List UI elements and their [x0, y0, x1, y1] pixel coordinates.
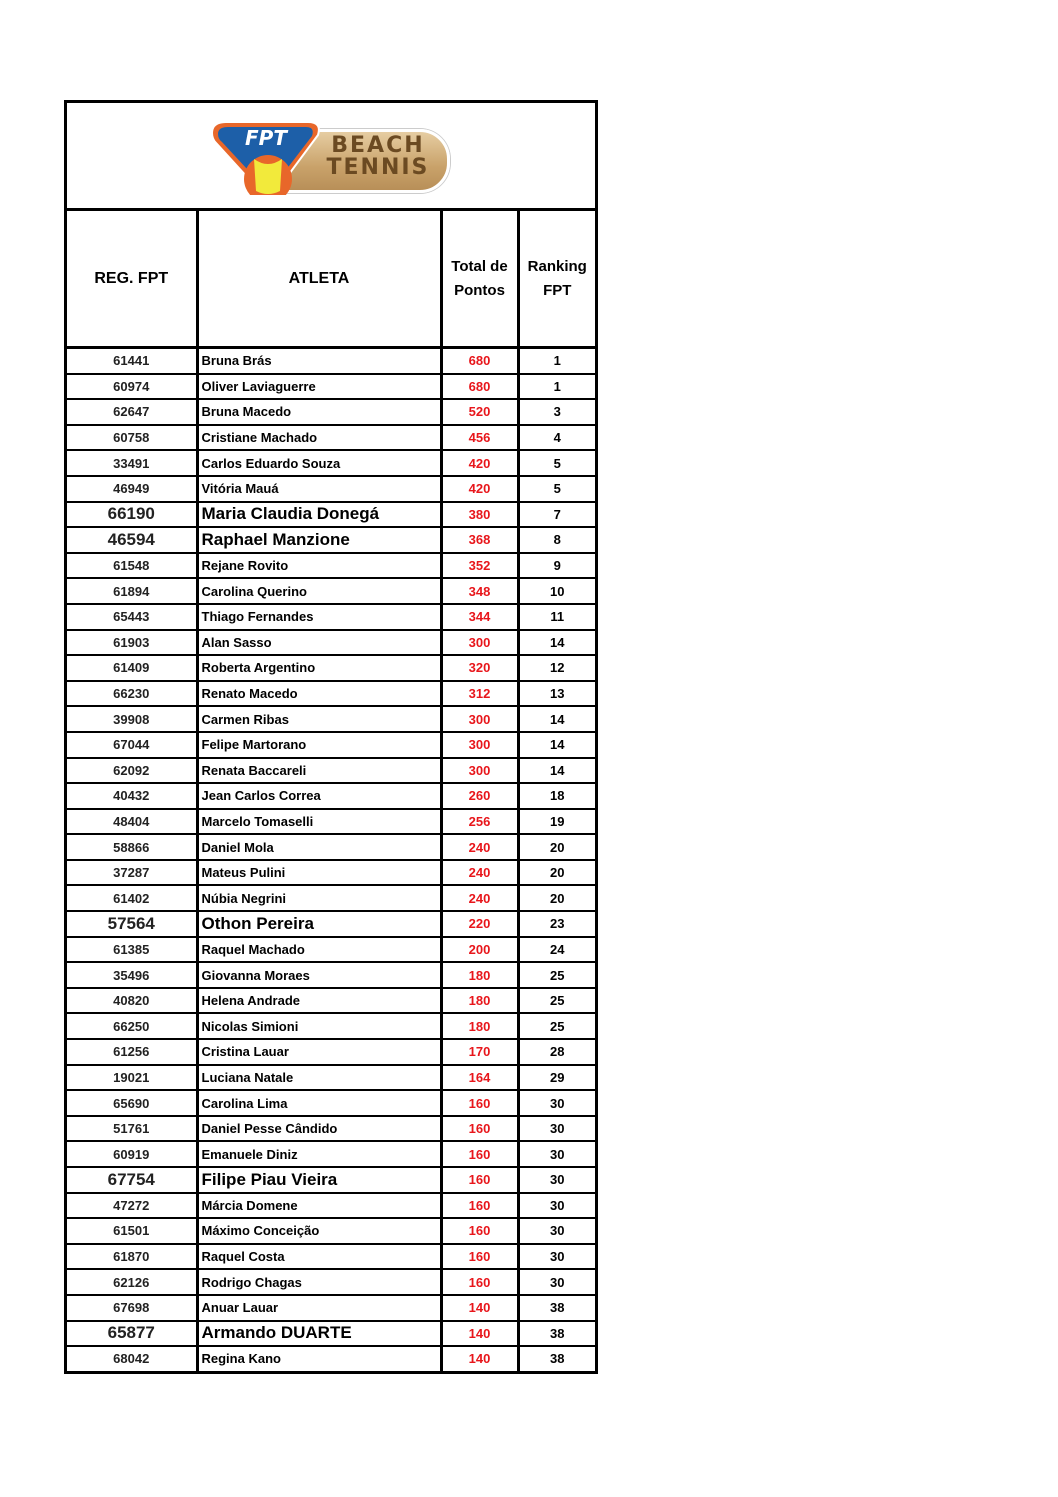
ranking-cell: 30	[518, 1244, 595, 1270]
reg-cell: 19021	[67, 1065, 197, 1091]
table-row	[67, 399, 595, 425]
header-atleta: ATLETA	[197, 211, 441, 348]
table-row	[67, 1039, 595, 1065]
ranking-cell: 30	[518, 1141, 595, 1167]
table-row	[67, 604, 595, 630]
ranking-cell: 14	[518, 732, 595, 758]
athlete-name-cell: Helena Andrade	[197, 988, 441, 1014]
table-row	[67, 1116, 595, 1142]
points-cell: 260	[441, 783, 518, 809]
ranking-cell: 5	[518, 476, 595, 502]
athlete-name-cell: Marcelo Tomaselli	[197, 809, 441, 835]
points-cell: 300	[441, 732, 518, 758]
athlete-name-cell: Felipe Martorano	[197, 732, 441, 758]
reg-cell: 46949	[67, 476, 197, 502]
header-reg: REG. FPT	[67, 211, 197, 348]
points-cell: 200	[441, 937, 518, 963]
table-row	[67, 681, 595, 707]
ranking-cell: 25	[518, 962, 595, 988]
reg-cell: 33491	[67, 450, 197, 476]
table-row	[67, 348, 595, 374]
athlete-name-cell: Mateus Pulini	[197, 860, 441, 886]
athlete-name-cell: Cristina Lauar	[197, 1039, 441, 1065]
table-row	[67, 783, 595, 809]
athlete-name-cell: Renato Macedo	[197, 681, 441, 707]
reg-cell: 60974	[67, 374, 197, 400]
reg-cell: 40432	[67, 783, 197, 809]
athlete-name-cell: Maria Claudia Donegá	[197, 502, 441, 528]
ranking-cell: 13	[518, 681, 595, 707]
points-cell: 300	[441, 706, 518, 732]
points-cell: 140	[441, 1295, 518, 1321]
reg-cell: 61402	[67, 885, 197, 911]
points-cell: 240	[441, 834, 518, 860]
table-row	[67, 578, 595, 604]
header-pontos	[441, 211, 518, 348]
ranking-cell: 20	[518, 885, 595, 911]
reg-cell: 65443	[67, 604, 197, 630]
reg-cell: 65690	[67, 1090, 197, 1116]
table-row	[67, 1321, 595, 1347]
table-row	[67, 988, 595, 1014]
table-row	[67, 1065, 595, 1091]
table-row	[67, 655, 595, 681]
header-row	[67, 211, 595, 348]
points-cell: 160	[441, 1193, 518, 1219]
ranking-cell: 14	[518, 630, 595, 656]
table-row	[67, 809, 595, 835]
table-row	[67, 1141, 595, 1167]
points-cell: 160	[441, 1141, 518, 1167]
athlete-name-cell: Carolina Querino	[197, 578, 441, 604]
ranking-cell: 10	[518, 578, 595, 604]
table-row	[67, 476, 595, 502]
ranking-cell: 30	[518, 1167, 595, 1193]
ranking-cell: 3	[518, 399, 595, 425]
points-cell: 520	[441, 399, 518, 425]
logo-text-beach: BEACH	[331, 132, 425, 158]
ranking-cell: 30	[518, 1116, 595, 1142]
reg-cell: 62126	[67, 1269, 197, 1295]
reg-cell: 58866	[67, 834, 197, 860]
points-cell: 680	[441, 348, 518, 374]
reg-cell: 35496	[67, 962, 197, 988]
table-row	[67, 1193, 595, 1219]
ranking-cell: 30	[518, 1269, 595, 1295]
table-row	[67, 860, 595, 886]
ranking-cell: 5	[518, 450, 595, 476]
ranking-cell: 8	[518, 527, 595, 553]
reg-cell: 60758	[67, 425, 197, 451]
points-cell: 180	[441, 962, 518, 988]
reg-cell: 61870	[67, 1244, 197, 1270]
points-cell: 320	[441, 655, 518, 681]
athlete-name-cell: Emanuele Diniz	[197, 1141, 441, 1167]
reg-cell: 66230	[67, 681, 197, 707]
ranking-cell: 30	[518, 1193, 595, 1219]
ranking-cell: 24	[518, 937, 595, 963]
reg-cell: 48404	[67, 809, 197, 835]
points-cell: 160	[441, 1090, 518, 1116]
ranking-cell: 25	[518, 1013, 595, 1039]
ranking-cell: 18	[518, 783, 595, 809]
reg-cell: 62092	[67, 758, 197, 784]
table-row	[67, 425, 595, 451]
reg-cell: 67698	[67, 1295, 197, 1321]
table-row	[67, 1244, 595, 1270]
header-ranking	[518, 211, 595, 348]
points-cell: 420	[441, 450, 518, 476]
logo-cell	[67, 103, 595, 211]
ranking-cell: 20	[518, 860, 595, 886]
points-cell: 680	[441, 374, 518, 400]
reg-cell: 66190	[67, 502, 197, 528]
table-row	[67, 1269, 595, 1295]
athlete-name-cell: Luciana Natale	[197, 1065, 441, 1091]
reg-cell: 39908	[67, 706, 197, 732]
athlete-name-cell: Nicolas Simioni	[197, 1013, 441, 1039]
ranking-cell: 1	[518, 348, 595, 374]
points-cell: 160	[441, 1218, 518, 1244]
points-cell: 380	[441, 502, 518, 528]
points-cell: 140	[441, 1346, 518, 1371]
athlete-name-cell: Núbia Negrini	[197, 885, 441, 911]
athlete-name-cell: Bruna Brás	[197, 348, 441, 374]
athlete-name-cell: Raquel Costa	[197, 1244, 441, 1270]
reg-cell: 61385	[67, 937, 197, 963]
table-row	[67, 911, 595, 937]
athlete-name-cell: Thiago Fernandes	[197, 604, 441, 630]
athlete-name-cell: Daniel Pesse Cândido	[197, 1116, 441, 1142]
points-cell: 344	[441, 604, 518, 630]
athlete-name-cell: Othon Pereira	[197, 911, 441, 937]
ranking-sheet	[64, 100, 598, 1374]
points-cell: 170	[441, 1039, 518, 1065]
table-row	[67, 1013, 595, 1039]
fpt-beach-tennis-logo	[204, 115, 449, 197]
athlete-name-cell: Oliver Laviaguerre	[197, 374, 441, 400]
logo-text-tennis: TENNIS	[326, 154, 430, 180]
header-pontos-line1: Total de	[451, 257, 508, 275]
reg-cell: 68042	[67, 1346, 197, 1371]
ranking-cell: 1	[518, 374, 595, 400]
points-cell: 312	[441, 681, 518, 707]
reg-cell: 40820	[67, 988, 197, 1014]
points-cell: 220	[441, 911, 518, 937]
reg-cell: 61409	[67, 655, 197, 681]
reg-cell: 60919	[67, 1141, 197, 1167]
table-row	[67, 553, 595, 579]
athlete-name-cell: Giovanna Moraes	[197, 962, 441, 988]
athlete-name-cell: Carlos Eduardo Souza	[197, 450, 441, 476]
athlete-name-cell: Carolina Lima	[197, 1090, 441, 1116]
ranking-cell: 30	[518, 1218, 595, 1244]
ranking-cell: 38	[518, 1321, 595, 1347]
ranking-cell: 25	[518, 988, 595, 1014]
athlete-name-cell: Daniel Mola	[197, 834, 441, 860]
reg-cell: 57564	[67, 911, 197, 937]
points-cell: 300	[441, 630, 518, 656]
points-cell: 180	[441, 988, 518, 1014]
table-row	[67, 1167, 595, 1193]
athlete-name-cell: Carmen Ribas	[197, 706, 441, 732]
athlete-name-cell: Alan Sasso	[197, 630, 441, 656]
ranking-cell: 29	[518, 1065, 595, 1091]
ranking-cell: 11	[518, 604, 595, 630]
points-cell: 160	[441, 1244, 518, 1270]
athlete-name-cell: Roberta Argentino	[197, 655, 441, 681]
ranking-cell: 9	[518, 553, 595, 579]
logo-shield-icon	[208, 119, 326, 195]
athlete-name-cell: Renata Baccareli	[197, 758, 441, 784]
points-cell: 420	[441, 476, 518, 502]
reg-cell: 62647	[67, 399, 197, 425]
points-cell: 240	[441, 885, 518, 911]
athlete-name-cell: Bruna Macedo	[197, 399, 441, 425]
athlete-name-cell: Regina Kano	[197, 1346, 441, 1371]
table-row	[67, 706, 595, 732]
points-cell: 240	[441, 860, 518, 886]
ranking-cell: 38	[550, 1351, 565, 1367]
header-ranking-line2: FPT	[543, 281, 572, 299]
ranking-cell: 20	[518, 834, 595, 860]
table-row	[67, 885, 595, 911]
logo-brand-text: FPT	[244, 125, 287, 150]
ranking-cell: 14	[518, 706, 595, 732]
ranking-cell: 19	[518, 809, 595, 835]
reg-cell: 61441	[67, 348, 197, 374]
athlete-name-cell: Vitória Mauá	[197, 476, 441, 502]
athlete-name-cell: Rodrigo Chagas	[197, 1269, 441, 1295]
reg-cell: 65877	[67, 1321, 197, 1347]
ranking-cell: 14	[518, 758, 595, 784]
reg-cell: 61903	[67, 630, 197, 656]
table-body	[67, 348, 595, 1371]
table-row	[67, 1346, 595, 1371]
athlete-name-cell: Máximo Conceição	[197, 1218, 441, 1244]
athlete-name-cell: Rejane Rovito	[197, 553, 441, 579]
points-cell: 180	[441, 1013, 518, 1039]
ranking-cell: 7	[518, 502, 595, 528]
table-row	[67, 962, 595, 988]
points-cell: 300	[441, 758, 518, 784]
reg-cell: 61548	[67, 553, 197, 579]
athlete-name-cell: Jean Carlos Correa	[197, 783, 441, 809]
reg-cell: 37287	[67, 860, 197, 886]
reg-cell: 66250	[67, 1013, 197, 1039]
athlete-name-cell: Armando DUARTE	[197, 1321, 441, 1347]
reg-cell: 51761	[67, 1116, 197, 1142]
table-row	[67, 374, 595, 400]
athlete-name-cell: Cristiane Machado	[197, 425, 441, 451]
table-row	[67, 1218, 595, 1244]
ranking-cell: 12	[518, 655, 595, 681]
reg-cell: 47272	[67, 1193, 197, 1219]
ranking-cell: 4	[518, 425, 595, 451]
ranking-table	[67, 211, 595, 1371]
logo-text	[326, 132, 430, 180]
points-cell: 368	[441, 527, 518, 553]
reg-cell: 67754	[67, 1167, 197, 1193]
athlete-name-cell: Márcia Domene	[197, 1193, 441, 1219]
ranking-cell: 28	[518, 1039, 595, 1065]
table-row	[67, 732, 595, 758]
points-cell: 348	[441, 578, 518, 604]
points-cell: 164	[441, 1065, 518, 1091]
ranking-cell: 23	[518, 911, 595, 937]
reg-cell: 61894	[67, 578, 197, 604]
table-row	[67, 450, 595, 476]
athlete-name-cell: Raphael Manzione	[197, 527, 441, 553]
points-cell: 352	[441, 553, 518, 579]
header-ranking-line1: Ranking	[527, 257, 587, 275]
athlete-name-cell: Anuar Lauar	[197, 1295, 441, 1321]
points-cell: 256	[441, 809, 518, 835]
reg-cell: 61501	[67, 1218, 197, 1244]
reg-cell: 61256	[67, 1039, 197, 1065]
table-row	[67, 1090, 595, 1116]
table-row	[67, 527, 595, 553]
table-row	[67, 502, 595, 528]
ranking-cell: 30	[518, 1090, 595, 1116]
reg-cell: 46594	[67, 527, 197, 553]
points-cell: 140	[441, 1321, 518, 1347]
points-cell: 456	[441, 425, 518, 451]
table-row	[67, 834, 595, 860]
header-pontos-line2: Pontos	[454, 281, 505, 299]
table-row	[67, 1295, 595, 1321]
points-cell: 160	[441, 1116, 518, 1142]
reg-cell: 67044	[67, 732, 197, 758]
table-row	[67, 630, 595, 656]
ranking-cell: 38	[518, 1295, 595, 1321]
points-cell: 160	[441, 1167, 518, 1193]
athlete-name-cell: Raquel Machado	[197, 937, 441, 963]
points-cell: 160	[441, 1269, 518, 1295]
table-row	[67, 937, 595, 963]
table-row	[67, 758, 595, 784]
athlete-name-cell: Filipe Piau Vieira	[197, 1167, 441, 1193]
